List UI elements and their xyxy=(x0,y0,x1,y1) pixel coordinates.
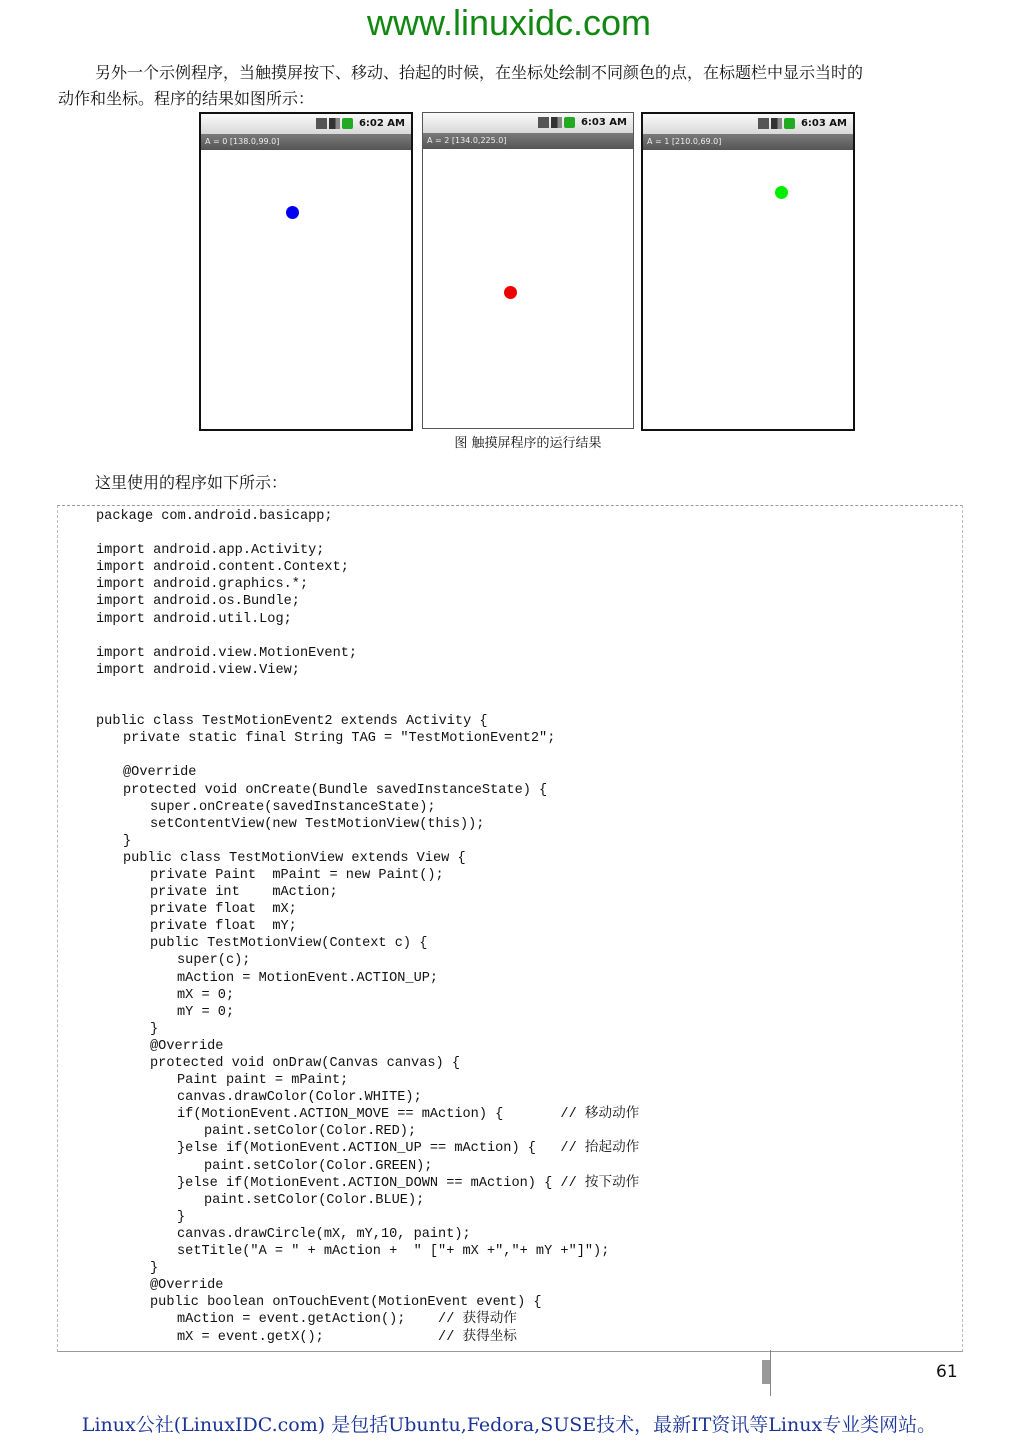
code-listing xyxy=(57,505,963,1352)
code-line: super(c); xyxy=(177,953,251,969)
page-marker xyxy=(762,1360,770,1384)
page-number: 61 xyxy=(936,1362,958,1382)
code-line: mX = 0; xyxy=(177,987,235,1003)
code-line: setContentView(new TestMotionView(this)); xyxy=(150,816,485,832)
code-line xyxy=(96,525,639,542)
status-time: 6:03 AM xyxy=(800,118,847,129)
code-line: @Override xyxy=(150,1038,224,1054)
touch-dot-red xyxy=(504,286,517,299)
code-line: paint.setColor(Color.BLUE); xyxy=(204,1192,425,1208)
code-line: import android.app.Activity; xyxy=(96,543,325,559)
status-time: 6:02 AM xyxy=(358,118,405,129)
code-line: private int mAction; xyxy=(150,885,338,901)
code-line: paint.setColor(Color.RED); xyxy=(204,1124,417,1140)
code-line: import android.util.Log; xyxy=(96,611,292,627)
app-title-bar: A = 0 [138.0,99.0] xyxy=(201,134,411,150)
touch-dot-green xyxy=(775,186,788,199)
signal-icon xyxy=(329,118,340,129)
code-line: protected void onCreate(Bundle savedInstanceState) { xyxy=(123,782,548,798)
code-line: import android.graphics.*; xyxy=(96,577,309,593)
3g-icon xyxy=(538,117,549,128)
app-title-bar: A = 1 [210.0,69.0] xyxy=(643,134,853,150)
intro-paragraph: 另外一个示例程序，当触摸屏按下、移动、抬起的时候，在坐标处绘制不同颜色的点，在标题栏中显示当时的 xyxy=(95,63,864,82)
code-line: mAction = event.getAction(); // 获得动作 xyxy=(177,1312,517,1328)
phone-screenshot-1 xyxy=(199,112,413,431)
code-line xyxy=(96,747,639,764)
3g-icon xyxy=(316,118,327,129)
code-line: paint.setColor(Color.GREEN); xyxy=(204,1158,433,1174)
code-line: if(MotionEvent.ACTION_MOVE == mAction) { // 移动动作 xyxy=(177,1107,640,1123)
code-line: } xyxy=(150,1261,159,1277)
signal-icon xyxy=(771,118,782,129)
code-line: private static final String TAG = "TestMotionEvent2"; xyxy=(123,731,556,747)
intro-paragraph-cont: 动作和坐标。程序的结果如图所示： xyxy=(58,89,315,108)
code-line: public class TestMotionView extends View { xyxy=(123,850,466,866)
code-line: protected void onDraw(Canvas canvas) { xyxy=(150,1056,460,1071)
code-line: } xyxy=(123,833,132,849)
code-line: } xyxy=(150,1021,159,1037)
code-line: setTitle("A = " + mAction + " ["+ mX +","+ mY +"]"); xyxy=(177,1244,610,1260)
code-line: Paint paint = mPaint; xyxy=(177,1073,349,1089)
battery-icon xyxy=(784,118,795,129)
page-divider xyxy=(770,1350,771,1396)
code-line: canvas.drawColor(Color.WHITE); xyxy=(177,1090,422,1106)
code-line: import android.view.View; xyxy=(96,662,300,678)
code-line: super.onCreate(savedInstanceState); xyxy=(150,799,436,815)
code-line: private float mX; xyxy=(150,902,297,918)
code-line: }else if(MotionEvent.ACTION_UP == mAction) { // 抬起动作 xyxy=(177,1141,640,1157)
code-line xyxy=(96,628,639,645)
code-line: package com.android.basicapp; xyxy=(96,509,333,524)
code-line: mAction = MotionEvent.ACTION_UP; xyxy=(177,970,439,986)
figure-caption: 图 触摸屏程序的运行结果 xyxy=(454,436,602,451)
code-line xyxy=(96,696,639,713)
phone-screenshot-3 xyxy=(641,112,855,431)
code-line: } xyxy=(177,1209,186,1225)
site-footer[interactable]: Linux公社(LinuxIDC.com) 是包括Ubuntu,Fedora,SUSE技术，最新IT资讯等Linux专业类网站。 xyxy=(81,1414,937,1436)
code-line: import android.os.Bundle; xyxy=(96,594,300,610)
phone-screenshot-2 xyxy=(422,112,634,429)
code-line xyxy=(96,679,639,696)
status-bar xyxy=(201,114,411,134)
3g-icon xyxy=(758,118,769,129)
code-line: import android.content.Context; xyxy=(96,560,349,576)
code-line: public class TestMotionEvent2 extends Activity { xyxy=(96,714,488,730)
code-line: public boolean onTouchEvent(MotionEvent event) { xyxy=(150,1295,542,1311)
app-title-bar: A = 2 [134.0,225.0] xyxy=(423,133,633,149)
code-intro: 这里使用的程序如下所示： xyxy=(95,473,288,492)
status-bar xyxy=(423,113,633,133)
code-line: private float mY; xyxy=(150,919,297,935)
site-header[interactable]: www.linuxidc.com xyxy=(366,2,652,43)
touch-dot-blue xyxy=(286,206,299,219)
code-line: private Paint mPaint = new Paint(); xyxy=(150,867,444,883)
code-line: }else if(MotionEvent.ACTION_DOWN == mAction) { // 按下动作 xyxy=(177,1175,640,1191)
status-bar xyxy=(643,114,853,134)
code-line: @Override xyxy=(150,1278,224,1294)
code-line: mY = 0; xyxy=(177,1004,235,1020)
signal-icon xyxy=(551,117,562,128)
battery-icon xyxy=(342,118,353,129)
code-line: import android.view.MotionEvent; xyxy=(96,645,358,661)
code-line: @Override xyxy=(123,765,197,781)
battery-icon xyxy=(564,117,575,128)
status-time: 6:03 AM xyxy=(580,117,627,128)
code-line: public TestMotionView(Context c) { xyxy=(150,936,428,952)
code-line: mX = event.getX(); // 获得坐标 xyxy=(177,1329,517,1345)
code-line: canvas.drawCircle(mX, mY,10, paint); xyxy=(177,1226,471,1242)
